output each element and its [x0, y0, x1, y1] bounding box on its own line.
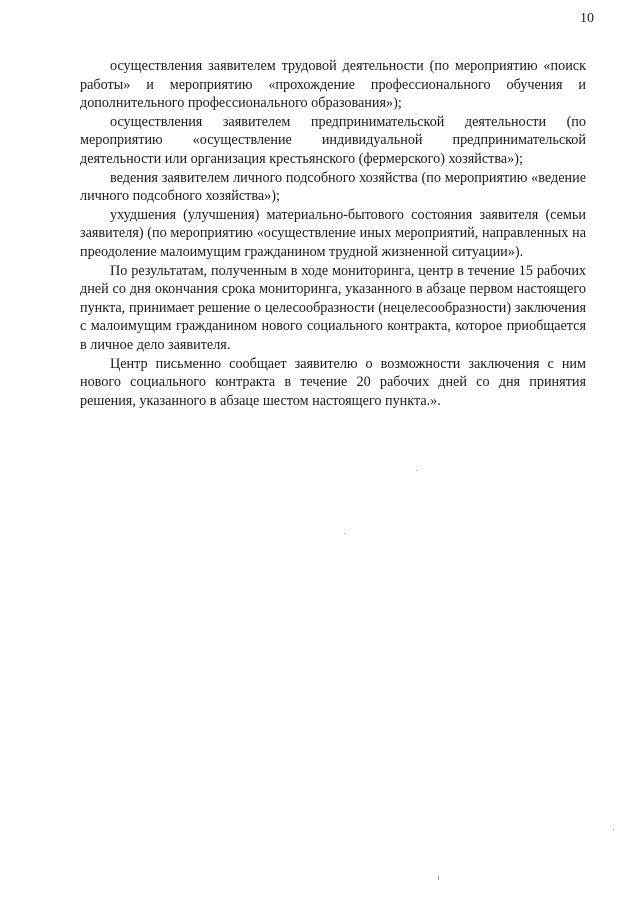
scan-speck [416, 470, 417, 471]
paragraph-labor-activity: осуществления заявителем трудовой деятельности (по мероприятию «поиск работы» и мероприятию «прохождение профессионального обучения и дополнительного профессионального образования»); [80, 58, 586, 112]
paragraph-notification: Центр письменно сообщает заявителю о возможности заключения с ним нового социального контракта в течение 20 рабочих дней со дня принятия решения, указанного в абзаце шестом настоящего пункта.». [80, 355, 586, 409]
scan-speck [613, 829, 614, 830]
paragraph-personal-farm: ведения заявителем личного подсобного хозяйства (по мероприятию «ведение личного подсобного хозяйства»); [80, 169, 586, 205]
scan-speck [438, 876, 439, 880]
paragraph-monitoring-results: По результатам, полученным в ходе мониторинга, центр в течение 15 рабочих дней со дня окончания срока мониторинга, указанного в абзаце первом настоящего пункта, принимает решение о целесообразности (нецелесообразности) заключения с малоимущим гражданином нового социального контракта, которое приобщается в личное дело заявителя. [80, 262, 586, 353]
paragraph-entrepreneurship: осуществления заявителем предпринимательской деятельности (по мероприятию «осуществление индивидуальной предпринимательской деятельности или организация крестьянского (фермерского) хозяйства»); [80, 113, 586, 167]
scan-speck [344, 533, 345, 534]
paragraph-living-conditions: ухудшения (улучшения) материально-бытового состояния заявителя (семьи заявителя) (по мероприятию «осуществление иных мероприятий, направленных на преодоление малоимущим гражданином трудной жизненной ситуации»). [80, 206, 586, 260]
page-number: 10 [580, 11, 594, 26]
document-body [80, 57, 586, 410]
